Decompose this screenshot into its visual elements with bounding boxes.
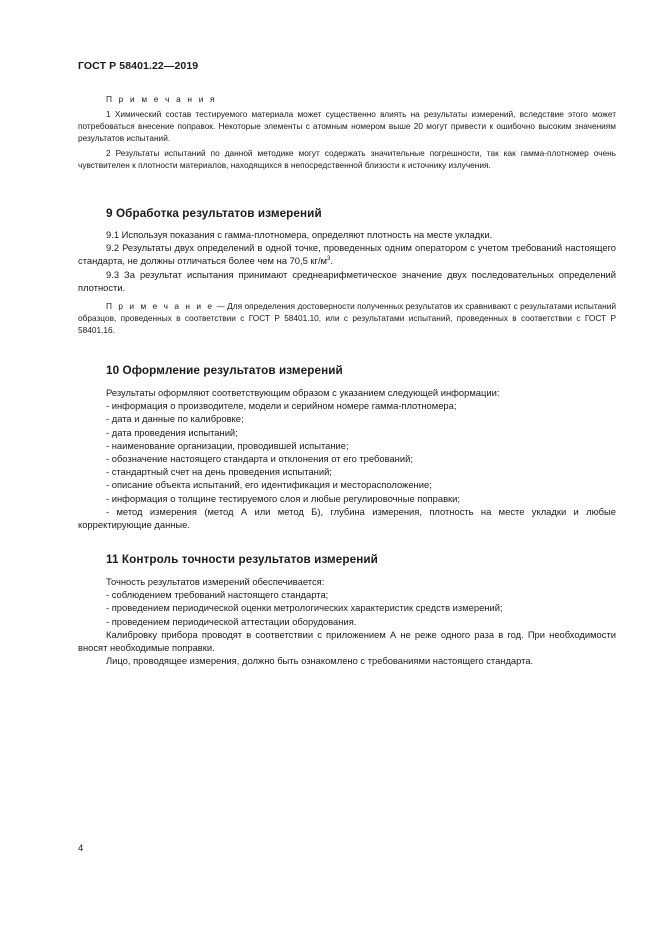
paragraph-9-2-text: 9.2 Результаты двух определений в одной точке, проведенных одним оператором с учетом требований настоящего стандарта, не должны отличаться более чем на 70,5 кг/м [78, 242, 616, 267]
section-10-heading: 10 Оформление результатов измерений [106, 364, 343, 377]
list-item: - соблюдением требований настоящего стандарта; [106, 589, 329, 601]
section-9-heading: 9 Обработка результатов измерений [106, 207, 322, 220]
list-item: - дата и данные по калибровке; [106, 413, 244, 425]
list-item: - метод измерения (метод А или метод Б), глубина измерения, плотность на месте укладки и любые корректирующие данные. [78, 505, 616, 531]
list-item: - обозначение настоящего стандарта и отклонения от его требований; [106, 453, 413, 465]
note-label: П р и м е ч а н и е [106, 301, 215, 312]
list-item: - информация о производителе, модели и серийном номере гамма-плотномера; [106, 400, 457, 412]
section-9-note [78, 300, 616, 336]
section-11-body [78, 575, 616, 667]
section-10-intro: Результаты оформляют соответствующим образом с указанием следующей информации: [106, 387, 500, 398]
note-item: 1 Химический состав тестируемого материала может существенно влиять на результаты измерений, вследствие этого может потребоваться внесение поправок. Некоторые элементы с атомным номером выше 20 могут привести к ошибочно высоким значениям результатов испытаний. [78, 109, 616, 143]
section-9 [78, 207, 616, 336]
paragraph-person: Лицо, проводящее измерения, должно быть ознакомлено с требованиями настоящего стандарта. [106, 655, 534, 667]
list-item: - проведением периодической оценки метрологических характеристик средств измерений; [106, 602, 503, 614]
notes-title: П р и м е ч а н и я [106, 94, 217, 104]
paragraph-9-2-end: . [330, 255, 333, 267]
list-item: - описание объекта испытаний, его идентификация и месторасположение; [106, 479, 432, 491]
section-10 [78, 364, 616, 531]
paragraph-9-2 [78, 241, 616, 267]
paragraph-9-3: 9.3 За результат испытания принимают среднеарифметическое значение двух последовательных определений плотности. [78, 268, 616, 293]
section-9-body [78, 228, 616, 294]
list-item: - дата проведения испытаний; [106, 426, 238, 438]
list-item: - информация о толщине тестируемого слоя и любые регулировочные поправки; [106, 492, 460, 504]
section-11-list [78, 588, 616, 628]
list-item: - проведением периодической аттестации оборудования. [106, 615, 357, 627]
section-11-intro: Точность результатов измерений обеспечивается: [106, 576, 325, 587]
page-number: 4 [78, 843, 84, 854]
section-10-list [78, 399, 616, 531]
list-item: - наименование организации, проводившей испытание; [106, 439, 349, 451]
notes-block [78, 93, 616, 171]
note-text: — Для определения достоверности полученных результатов их сравнивают с результатами испытаний образцов, проведенных в соответствии с ГОСТ Р 58401.10, или с результатами испытаний, проведенных в соответствии с ГОСТ Р 58401.16. [78, 301, 616, 336]
note-item: 2 Результаты испытаний по данной методике могут содержать значительные погрешности, так как гамма-плотномер очень чувствителен к плотности материалов, находящихся в непосредственной близости к источнику излучения. [78, 148, 616, 170]
section-10-body [78, 386, 616, 531]
section-11-heading: 11 Контроль точности результатов измерений [106, 553, 378, 566]
notes-list [78, 108, 616, 171]
section-11 [78, 553, 616, 667]
list-item: - стандартный счет на день проведения испытаний; [106, 466, 332, 478]
paragraph-9-1: 9.1 Используя показания с гамма-плотномера, определяют плотность на месте укладки. [106, 229, 493, 240]
paragraph-calibration: Калибровку прибора проводят в соответствии с приложением А не реже одного раза в год. При необходимости вносят необходимые поправки. [78, 628, 616, 654]
document-id: ГОСТ Р 58401.22—2019 [78, 60, 199, 72]
superscript: 3 [327, 256, 331, 263]
